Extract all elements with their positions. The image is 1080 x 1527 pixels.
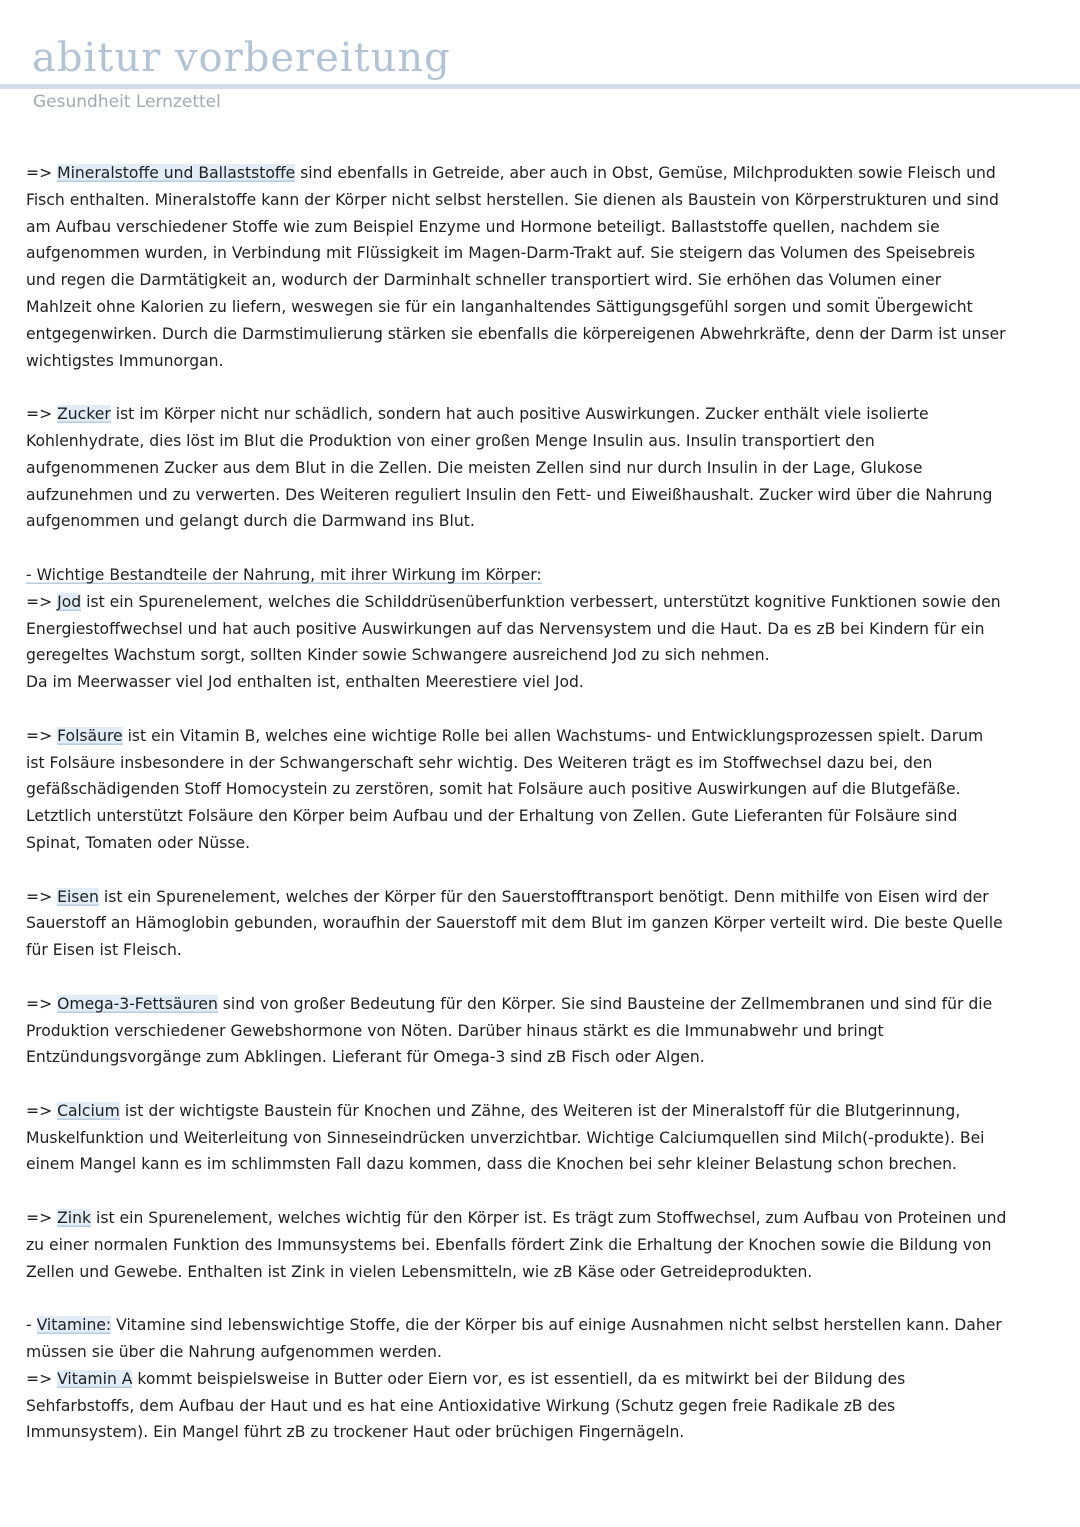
section-heading <box>26 562 1056 589</box>
term-highlight: Folsäure <box>57 726 123 745</box>
text-line <box>26 401 1056 428</box>
page-title: abitur vorbereitung <box>32 35 451 81</box>
text-line: einem Mangel kann es im schlimmsten Fall dazu kommen, dass die Knochen bei sehr kleiner Belastung schon brechen. <box>26 1155 958 1174</box>
content <box>26 160 1056 1473</box>
text-line: entgegenwirken. Durch die Darmstimulierung stärken sie ebenfalls die körpereigenen Abwehrkräfte, denn der Darm ist unser <box>26 324 1006 343</box>
paragraph-calcium <box>26 1098 1056 1178</box>
text-run: sind ebenfalls in Getreide, aber auch in Obst, Gemüse, Milchprodukten sowie Fleisch und <box>295 164 996 182</box>
term-highlight: Jod <box>57 592 82 611</box>
text-line: aufgenommenen Zucker aus dem Blut in die Zellen. Die meisten Zellen sind nur durch Insulin in der Lage, Glukose <box>26 458 923 477</box>
text-line: Da im Meerwasser viel Jod enthalten ist, enthalten Meerestiere viel Jod. <box>26 673 584 692</box>
arrow: => <box>26 1369 53 1388</box>
arrow: => <box>26 592 53 611</box>
paragraph-zink <box>26 1205 1056 1285</box>
paragraph-vitamine <box>26 1312 1056 1446</box>
term-highlight: Eisen <box>57 887 99 906</box>
term-highlight: Zink <box>57 1209 92 1228</box>
text-line: gefäßschädigenden Stoff Homocystein zu zerstören, somit hat Folsäure auch positive Auswirkungen auf die Blutgefäße. <box>26 780 961 799</box>
text-line <box>26 1366 1056 1393</box>
arrow: => <box>26 994 53 1013</box>
term-highlight: Mineralstoffe und Ballaststoffe <box>57 164 296 182</box>
text-line: müssen sie über die Nahrung aufgenommen werden. <box>26 1343 442 1362</box>
text-line: Fisch enthalten. Mineralstoffe kann der Körper nicht selbst herstellen. Sie dienen als Baustein von Körperstrukturen und sind <box>26 190 999 209</box>
arrow: => <box>26 1209 53 1228</box>
text-run: ist ein Spurenelement, welches wichtig für den Körper ist. Es trägt zum Stoffwechsel, zum Aufbau von Proteinen und <box>91 1209 1007 1228</box>
text-line: für Eisen ist Fleisch. <box>26 941 182 960</box>
text-run: ist ein Spurenelement, welches der Körper für den Sauerstofftransport benötigt. Denn mithilfe von Eisen wird der <box>98 887 989 906</box>
text-line <box>26 1098 1056 1125</box>
arrow: => <box>26 405 53 424</box>
page-header <box>0 0 1080 130</box>
text-line: aufzunehmen und zu verwerten. Des Weiteren reguliert Insulin den Fett- und Eiweißhaushalt. Zucker wird über die Nahrung <box>26 485 993 504</box>
text-line: Muskelfunktion und Weiterleitung von Sinneseindrücken unverzichtbar. Wichtige Calciumquellen sind Milch(-produkte). Bei <box>26 1128 985 1147</box>
text-line: Letztlich unterstützt Folsäure den Körper beim Aufbau und der Erhaltung von Zellen. Gute Lieferanten für Folsäure sind <box>26 807 958 826</box>
text-line <box>26 991 1056 1018</box>
text-run: ist ein Vitamin B, welches eine wichtige Rolle bei allen Wachstums- und Entwicklungsprozessen spielt. Darum <box>122 726 984 745</box>
text-run: kommt beispielsweise in Butter oder Eiern vor, es ist essentiell, da es mitwirkt bei der Bildung des <box>132 1369 906 1388</box>
paragraph-mineralstoffe <box>26 160 1056 374</box>
text-line: Kohlenhydrate, dies löst im Blut die Produktion von einer großen Menge Insulin aus. Insulin transportiert den <box>26 431 875 450</box>
text-line: Energiestoffwechsel und hat auch positive Auswirkungen auf das Nervensystem und die Haut. Da es zB bei Kindern für ein <box>26 619 985 638</box>
paragraph-folsaeure <box>26 723 1056 857</box>
text-line: Sauerstoff an Hämoglobin gebunden, woraufhin der Sauerstoff mit dem Blut im ganzen Körper verteilt wird. Die beste Quelle <box>26 914 1003 933</box>
text-run: sind von großer Bedeutung für den Körper. Sie sind Bausteine der Zellmembranen und sind für die <box>217 994 993 1013</box>
arrow: => <box>26 1101 53 1120</box>
text-line: aufgenommen wurden, in Verbindung mit Flüssigkeit im Magen-Darm-Trakt auf. Sie steigern das Volumen des Speisebreis <box>26 244 976 263</box>
page-subtitle: Gesundheit Lernzettel <box>33 92 221 112</box>
arrow: => <box>26 726 53 745</box>
text-line: Sehfarbstoffs, dem Aufbau der Haut und es hat eine Antioxidative Wirkung (Schutz gegen freie Radikale zB des <box>26 1396 896 1415</box>
text-line: Produktion verschiedener Gewebshormone von Nöten. Darüber hinaus stärkt es die Immunabwehr und bringt <box>26 1021 884 1040</box>
text-run: ist der wichtigste Baustein für Knochen und Zähne, des Weiteren ist der Mineralstoff für die Blutgerinnung, <box>119 1101 961 1120</box>
text-line: ist Folsäure insbesondere in der Schwangerschaft sehr wichtig. Des Weiteren trägt es im Stoffwechsel dazu bei, den <box>26 753 933 772</box>
text-line: zu einer normalen Funktion des Immunsystems bei. Ebenfalls fördert Zink die Erhaltung der Knochen sowie die Bildung von <box>26 1235 992 1254</box>
text-line <box>26 723 1056 750</box>
header-rule <box>0 84 1080 89</box>
term-highlight: Omega-3-Fettsäuren <box>57 994 218 1013</box>
section-heading-text: - Wichtige Bestandteile der Nahrung, mit ihrer Wirkung im Körper: <box>26 565 542 584</box>
text-run: - <box>26 1316 37 1335</box>
text-line: Zellen und Gewebe. Enthalten ist Zink in vielen Lebensmitteln, wie zB Käse oder Getreideprodukten. <box>26 1262 813 1281</box>
text-line: aufgenommen und gelangt durch die Darmwand ins Blut. <box>26 512 475 531</box>
text-line: geregeltes Wachstum sorgt, sollten Kinder sowie Schwangere ausreichend Jod zu sich nehmen. <box>26 646 770 665</box>
text-line: Spinat, Tomaten oder Nüsse. <box>26 833 251 852</box>
text-line: Immunsystem). Ein Mangel führt zB zu trockener Haut oder brüchigen Fingernägeln. <box>26 1423 685 1442</box>
term-highlight: Vitamin A <box>57 1369 133 1388</box>
text-line: Entzündungsvorgänge zum Abklingen. Lieferant für Omega-3 sind zB Fisch oder Algen. <box>26 1048 705 1067</box>
text-run: ist im Körper nicht nur schädlich, sondern hat auch positive Auswirkungen. Zucker enthält viele isolierte <box>110 405 929 424</box>
text-line: wichtigstes Immunorgan. <box>26 351 224 370</box>
text-line: Mahlzeit ohne Kalorien zu liefern, weswegen sie für ein langanhaltendes Sättigungsgefühl sorgen und somit Übergewicht <box>26 297 973 316</box>
arrow: => <box>26 164 53 182</box>
paragraph-zucker <box>26 401 1056 535</box>
text-run: ist ein Spurenelement, welches die Schilddrüsenüberfunktion verbessert, unterstützt kognitive Funktionen sowie den <box>81 592 1001 611</box>
text-line <box>26 1205 1056 1232</box>
text-line: am Aufbau verschiedener Stoffe wie zum Beispiel Enzyme und Hormone beteiligt. Ballaststoffe quellen, nachdem sie <box>26 217 940 236</box>
text-line: und regen die Darmtätigkeit an, wodurch der Darminhalt schneller transportiert wird. Sie erhöhen das Volumen einer <box>26 271 942 290</box>
text-run: Vitamine sind lebenswichtige Stoffe, die der Körper bis auf einige Ausnahmen nicht selbst herstellen kann. Daher <box>111 1316 1002 1335</box>
text-line <box>26 884 1056 911</box>
paragraph-jod <box>26 562 1056 696</box>
paragraph-eisen <box>26 884 1056 964</box>
term-highlight: Calcium <box>57 1101 120 1120</box>
term-highlight: Vitamine: <box>36 1316 112 1335</box>
term-highlight: Zucker <box>57 405 111 424</box>
paragraph-omega3 <box>26 991 1056 1071</box>
text-line <box>26 1312 1056 1339</box>
arrow: => <box>26 887 53 906</box>
text-line <box>26 589 1056 616</box>
text-line <box>26 160 1056 187</box>
